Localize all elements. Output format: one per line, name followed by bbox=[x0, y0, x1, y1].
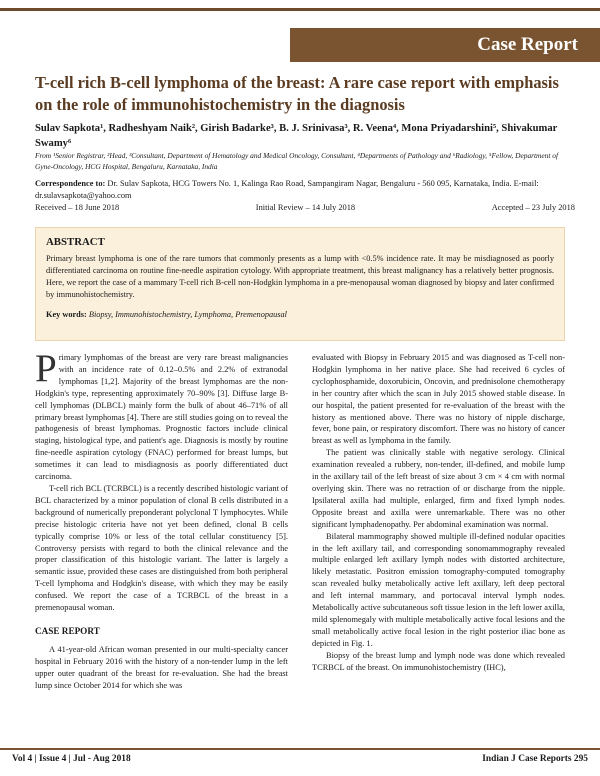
intro-paragraph bbox=[35, 347, 288, 483]
article-title: T-cell rich B-cell lymphoma of the breast: A rare case report with emphasis on the role of immunohistochemistry in the diagnosis bbox=[35, 73, 559, 114]
footer-rule bbox=[0, 748, 600, 750]
keywords bbox=[46, 310, 554, 319]
imaging-paragraph: Bilateral mammography showed multiple ill-defined nodular opacities in the left axillary tail, and corresponding sonomammography revealed multiple enlarged left axillary lymph nodes with distorted architecture, likely metastatic. Positron emission tomography-computed tomography scan revealed bulky metabolically active left axillary, left deep pectoral and left internal mammary, and portocaval interval lymph nodes. Metabolically active subcutaneous soft tissue lesion in the left lower axilla, mild splenomegaly with multiple metabolically active focal lesions and the small metabolically active focal lesion in the right posterior iliac bone as depicted in Fig. 1. bbox=[312, 531, 565, 648]
intro-text: rimary lymphomas of the breast are very rare breast malignancies with an incidence rate of 0.12–0.5% and 2.2% of extranodal lymphomas [1,2]. Majority of the breast lymphomas are the non-Hodgkin's type, representing approximately 70–90% [3]. Diffuse large B-cell lymphomas (DLBCL) mainly form the bulk of about 46–71% of all primary breast lymphomas [4]. There are still studies going on to reveal the pathogenesis of breast lymphomas. Prognostic factors include clinical staging, histological type, and patient's age. Diagnosis is mostly by routine fine-needle aspiration cytology (FNAC) performed for breast lumps, but sometimes it can lead to misdiagnosis as poorly differentiated duct carcinoma. bbox=[35, 353, 288, 482]
author-list: Sulav Sapkota¹, Radheshyam Naik², Girish Badarke³, B. J. Srinivasa³, R. Veena⁴, Mona Priyadarshini⁵, Shivakumar Swamy⁶ bbox=[35, 123, 558, 149]
case-paragraph: A 41-year-old African woman presented in our multi-specialty cancer hospital in February 2016 with the history of a non-tender lump in the left upper outer quadrant of the breast for re-evaluation. She had the breast lump since October 2014 for which she was bbox=[35, 644, 288, 690]
tcrbcl-paragraph: T-cell rich BCL (TCRBCL) is a recently described histologic variant of BCL characterized by a minor population of clonal B cells distributed in a background of numerically preponderant polyclonal T lymphocytes. While precise histologic criteria have not yet been defined, clonal B cells typically comprise 10% or less of the total cellular constituency [5]. Controversy persists with regard to both the clinical relevance and the proper classification of this histologic variant. The latter is largely a semantic issue, provided these cases are distinguished from both peripheral T-cell lymphoma and Hodgkin's disease, with which they may be easily confused. We report the case of a TCRBCL of the breast in a premenopausal woman. bbox=[35, 483, 288, 613]
case-report-heading: CASE REPORT bbox=[35, 625, 100, 636]
keywords-label: Key words: bbox=[46, 310, 87, 319]
review-date: Initial Review – 14 July 2018 bbox=[255, 203, 356, 212]
keywords-text: Biopsy, Immunohistochemistry, Lymphoma, Premenopausal bbox=[88, 310, 287, 319]
body-column-right bbox=[312, 352, 565, 673]
accepted-date: Accepted – 23 July 2018 bbox=[491, 203, 575, 212]
abstract-text: Primary breast lymphoma is one of the rare tumors that commonly presents as a lump with <0.5% incidence rate. It may be misdiagnosed as poorly differentiated carcinoma on routine fine-needle aspiration cytology. With appropriate treatment, this breast malignancy has a relatively better prognosis. Here, we report the case of a mammary T-cell rich B-cell non-Hodgkin lymphoma in a pre-menopausal woman diagnosed by biopsy and later confirmed by immunohistochemistry. bbox=[46, 254, 554, 299]
section-label: Case Report bbox=[477, 34, 578, 55]
correspondence bbox=[35, 178, 575, 201]
drop-cap: P bbox=[35, 347, 57, 390]
header-rule bbox=[0, 8, 600, 11]
abstract-heading: ABSTRACT bbox=[46, 236, 105, 248]
history-paragraph: evaluated with Biopsy in February 2015 and was diagnosed as T-cell non-Hodgkin lymphoma in her native place. She had received 6 cycles of cyclophosphamide, doxorubicin, Oncovin, and prednisolone chemotherapy in her country after which the scan in July 2015 showed stable disease. In our hospital, the patient presented for re-evaluation of the breast with the history as mentioned above. There was no history of nipple discharge, fever, bone pain, or respiratory discomfort. There was no history of cancer breast as well as lymphoma in the family. bbox=[312, 353, 565, 446]
correspondence-text: Dr. Sulav Sapkota, HCG Towers No. 1, Kalinga Rao Road, Sampangiram Nagar, Bengaluru - 560 095, Karnataka, India. E-mail: dr.sulavsapkota@yahoo.com bbox=[35, 179, 539, 200]
issue-info: Vol 4 | Issue 4 | Jul - Aug 2018 bbox=[12, 754, 131, 764]
affiliations: From ¹Senior Registrar, ²Head, ³Consultant, Department of Hematology and Medical Oncology, Consultant, ⁴Departments of Pathology and ⁶Radiology, ⁵Fellow, Department of Gyne-Oncology, HCG Hospital, Bengaluru, Karnataka, India bbox=[35, 151, 559, 171]
exam-paragraph: The patient was clinically stable with negative serology. Clinical examination revealed a rubbery, non-tender, ill-defined, and mobile lump in the axillary tail of the left breast of size about 3 cm × 4 cm with normal overlying skin. There was no retraction of or discharge from the nipple. Ipsilateral axilla had multiple, enlarged, firm and fixed lymph nodes. Opposite breast and axilla were unremarkable. There was no other significant lymphadenopathy. Per abdominal examination was normal. bbox=[312, 448, 565, 529]
biopsy-paragraph: Biopsy of the breast lump and lymph node was done which revealed TCRBCL of the breast. On immunohistochemistry (IHC), bbox=[312, 650, 565, 672]
journal-page: Indian J Case Reports 295 bbox=[482, 754, 588, 764]
abstract-box bbox=[35, 227, 565, 341]
article-dates bbox=[35, 203, 575, 212]
body-column-left bbox=[35, 347, 288, 691]
journal-header bbox=[0, 0, 600, 64]
page-footer bbox=[0, 748, 600, 776]
correspondence-label: Correspondence to: bbox=[35, 179, 106, 188]
received-date: Received – 18 June 2018 bbox=[35, 203, 120, 212]
